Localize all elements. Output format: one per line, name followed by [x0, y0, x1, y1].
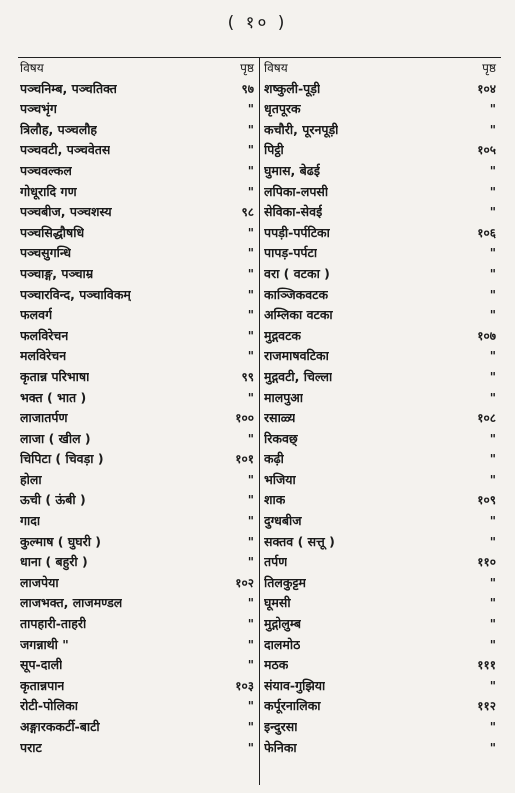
index-entry: [260, 202, 501, 223]
entry-subject: लाजातर्पण: [20, 410, 68, 426]
index-entry: [18, 305, 259, 326]
entry-page-number: ": [247, 740, 254, 755]
entry-page-number: ११२: [477, 699, 496, 714]
entry-page-number: ": [489, 102, 496, 117]
entry-subject: काञ्जिकवटक: [264, 286, 329, 302]
column-header: [260, 58, 501, 79]
entry-page-number: ": [247, 699, 254, 714]
entry-subject: तिलकुट्टम: [264, 574, 307, 590]
entry-subject: पञ्चवल्कल: [20, 162, 72, 178]
entry-page-number: ": [247, 514, 254, 529]
entry-subject: तापहारी-ताहरी: [20, 616, 87, 632]
index-entry: [260, 140, 501, 161]
index-entry: [260, 264, 501, 285]
entry-page-number: ९८: [241, 205, 254, 220]
index-entry: [18, 552, 259, 573]
entry-page-number: ": [489, 575, 496, 590]
index-entry: [260, 388, 501, 409]
index-entry: [18, 696, 259, 717]
entry-subject: घूमसी: [264, 595, 291, 611]
index-entry: [260, 243, 501, 264]
entry-page-number: ": [489, 184, 496, 199]
entry-subject: पपड़ी-पर्पटिका: [264, 224, 330, 240]
entry-page-number: ": [247, 246, 254, 261]
entry-page-number: ": [247, 596, 254, 611]
page-number: ( १० ): [227, 13, 288, 33]
entry-subject: अङ्गारककर्टी-बाटी: [20, 719, 100, 734]
index-entry: [260, 696, 501, 717]
index-entry: [260, 79, 501, 100]
index-entry: [260, 717, 501, 738]
entry-page-number: ": [247, 431, 254, 446]
entry-subject: दुग्धबीज: [264, 513, 302, 529]
index-entry: [18, 511, 259, 532]
entry-subject: घुमास, बेढई: [264, 162, 320, 178]
index-entry: [260, 449, 501, 470]
entry-subject: लाजपेया: [20, 574, 59, 590]
index-table: [18, 57, 501, 785]
index-entry: [18, 593, 259, 614]
index-entry: [18, 140, 259, 161]
entry-page-number: ": [247, 720, 254, 734]
entry-subject: पञ्चसुगन्धि: [20, 245, 72, 261]
entry-subject: कढ़ी: [264, 451, 284, 467]
index-entry: [18, 470, 259, 491]
entry-page-number: ": [247, 534, 254, 549]
entry-page-number: ": [247, 225, 254, 240]
entry-page-number: ११०: [477, 555, 496, 570]
entry-page-number: १०७: [477, 328, 496, 343]
entry-page-number: ": [489, 637, 496, 652]
entry-subject: मुद्गवटी, चिल्ला: [264, 368, 333, 384]
entry-subject: धृतपूरक: [264, 101, 301, 117]
index-entry: [18, 346, 259, 367]
index-entry: [260, 738, 501, 759]
entry-page-number: ": [247, 328, 254, 343]
index-entry: [18, 614, 259, 635]
entry-page-number: ": [247, 122, 254, 137]
header-page: पृष्ठ: [482, 61, 496, 75]
entry-page-number: ": [489, 472, 496, 487]
index-entry: [18, 676, 259, 697]
entry-subject: लाजभक्त, लाजमण्डल: [20, 595, 123, 611]
entry-page-number: ": [489, 163, 496, 178]
entry-subject: पराट: [20, 739, 42, 755]
index-entry: [260, 161, 501, 182]
entry-page-number: ": [247, 472, 254, 487]
index-entry: [18, 429, 259, 450]
entry-subject: पञ्चबीज, पञ्चशस्य: [20, 204, 112, 220]
entry-page-number: ": [489, 369, 496, 384]
entry-page-number: ": [247, 143, 254, 158]
header-subject: विषय: [264, 61, 288, 75]
entry-page-number: १११: [477, 658, 496, 673]
entry-page-number: ": [489, 287, 496, 302]
index-entry: [260, 573, 501, 594]
index-entry: [260, 635, 501, 656]
index-entry: [18, 717, 259, 738]
entry-page-number: ": [489, 122, 496, 137]
entry-page-number: ९९: [241, 369, 254, 384]
index-entry: [260, 326, 501, 347]
entry-subject: मठक: [264, 657, 289, 673]
entry-page-number: ": [247, 184, 254, 199]
index-entry: [260, 614, 501, 635]
entry-subject: रोटी-पोलिका: [20, 698, 78, 714]
index-entry: [260, 305, 501, 326]
entry-subject: मुद्गवटक: [264, 327, 301, 343]
entry-page-number: १०९: [477, 493, 496, 508]
entry-page-number: ": [489, 678, 496, 693]
entry-subject: फलवर्ग: [20, 307, 53, 323]
entry-subject: शाक: [264, 492, 286, 508]
entry-page-number: ": [247, 658, 254, 673]
entry-page-number: ": [247, 349, 254, 364]
column-header: [18, 58, 259, 79]
entry-subject: सक्तव ( सत्तू ): [264, 533, 335, 549]
index-entry: [18, 182, 259, 203]
index-entry: [260, 120, 501, 141]
index-column-right: [260, 58, 501, 785]
entry-subject: रिकवछ्: [264, 430, 298, 446]
entry-page-number: ": [247, 637, 254, 652]
entry-subject: धाना ( बहुरी ): [20, 554, 88, 570]
entry-subject: दालमोठ: [264, 636, 301, 652]
entry-subject: गादा: [20, 513, 41, 529]
entry-page-number: ": [489, 308, 496, 323]
entry-subject: चिपिटा ( चिवड़ा ): [20, 451, 104, 467]
entry-subject: गोधूरादि गण: [20, 183, 77, 199]
header-page: पृष्ठ: [240, 61, 254, 75]
entry-subject: लपिका-लपसी: [264, 183, 329, 199]
entry-page-number: ": [489, 266, 496, 281]
entry-subject: जगन्नाथी ": [20, 636, 69, 652]
entry-page-number: १०६: [477, 225, 496, 240]
index-entry: [260, 182, 501, 203]
index-entry: [260, 676, 501, 697]
entry-subject: फलविरेचन: [20, 327, 69, 343]
index-entry: [260, 367, 501, 388]
entry-subject: कृतान्नपान: [20, 677, 65, 693]
index-entry: [260, 285, 501, 306]
entry-subject: मलविरेचन: [20, 348, 67, 364]
index-column-left: [18, 58, 260, 785]
entry-page-number: ": [247, 308, 254, 323]
index-entry: [18, 79, 259, 100]
entry-subject: पञ्चारविन्द, पञ्चाविकम्: [20, 286, 131, 302]
entry-page-number: ": [247, 163, 254, 178]
index-entry: [18, 635, 259, 656]
entry-subject: पञ्चभृंग: [20, 101, 57, 117]
index-entry: [18, 326, 259, 347]
index-entry: [18, 449, 259, 470]
index-entry: [18, 388, 259, 409]
index-entry: [18, 223, 259, 244]
entry-page-number: ": [247, 287, 254, 302]
index-entry: [260, 552, 501, 573]
index-entry: [18, 408, 259, 429]
index-entry: [18, 738, 259, 759]
entry-subject: मुद्गोलुम्ब: [264, 616, 302, 632]
entry-page-number: ": [489, 390, 496, 405]
entry-page-number: ": [247, 493, 254, 508]
header-subject: विषय: [20, 61, 44, 75]
entry-subject: होला: [20, 471, 42, 487]
entry-subject: भजिया: [264, 471, 296, 487]
entry-subject: पापड़-पर्पटा: [264, 245, 318, 261]
entry-subject: कर्पूरनालिका: [264, 698, 321, 714]
entry-subject: सेविका-सेवई: [264, 204, 323, 220]
entry-subject: वरा ( वटका ): [264, 265, 330, 281]
entry-subject: शष्कुली-पूड़ी: [264, 80, 321, 96]
entry-page-number: ": [489, 205, 496, 220]
entry-subject: अम्लिका वटका: [264, 307, 333, 323]
entry-page-number: १०५: [477, 143, 496, 158]
entry-page-number: ": [489, 431, 496, 446]
entry-subject: पञ्चनिम्ब, पञ्चतिक्त: [20, 80, 117, 96]
index-entry: [260, 593, 501, 614]
entry-subject: राजमाषवटिका: [264, 348, 329, 364]
index-entry: [18, 161, 259, 182]
index-entry: [260, 429, 501, 450]
entry-page-number: ": [247, 266, 254, 281]
entry-page-number: ": [489, 246, 496, 261]
index-entry: [260, 490, 501, 511]
index-entry: [18, 202, 259, 223]
index-entry: [260, 99, 501, 120]
entry-page-number: १०३: [235, 678, 254, 693]
index-entry: [18, 655, 259, 676]
entry-page-number: ": [489, 617, 496, 632]
entry-subject: ऊची ( ऊंबी ): [20, 492, 86, 508]
entry-page-number: ": [247, 617, 254, 632]
entry-subject: पञ्चवटी, पञ्चवेतस: [20, 142, 111, 158]
index-entry: [18, 120, 259, 141]
entry-page-number: ": [489, 596, 496, 611]
entry-subject: मालपुआ: [264, 389, 304, 405]
index-entry: [260, 223, 501, 244]
index-entry: [18, 532, 259, 553]
index-entry: [260, 511, 501, 532]
entry-page-number: ": [489, 452, 496, 467]
entry-page-number: ": [489, 534, 496, 549]
entry-subject: पिट्ठी: [264, 142, 284, 158]
entry-subject: रसाळ्य: [264, 410, 296, 426]
entry-page-number: ": [489, 720, 496, 734]
entry-subject: लाजा ( खील ): [20, 430, 91, 446]
entry-page-number: ": [247, 390, 254, 405]
index-entry: [18, 367, 259, 388]
index-entry: [18, 573, 259, 594]
entry-subject: कचौरी, पूरनपूड़ी: [264, 121, 339, 137]
entry-subject: पञ्चसिद्धौषधि: [20, 224, 85, 240]
index-entry: [260, 655, 501, 676]
entry-page-number: १०२: [235, 575, 254, 590]
entry-page-number: ": [247, 102, 254, 117]
entry-page-number: ": [489, 349, 496, 364]
entry-subject: इन्दुरसा: [264, 719, 298, 734]
entry-page-number: १००: [235, 411, 254, 426]
entry-subject: तर्पण: [264, 554, 288, 570]
entry-page-number: ": [489, 514, 496, 529]
index-entry: [18, 264, 259, 285]
entry-page-number: १०४: [477, 81, 496, 96]
entry-subject: कुल्माष ( घुघरी ): [20, 533, 102, 549]
entry-page-number: ": [489, 740, 496, 755]
entry-subject: फेनिका: [264, 739, 297, 755]
index-entry: [260, 408, 501, 429]
entry-subject: त्रिलौह, पञ्चलौह: [20, 121, 98, 137]
entry-subject: कृतान्न परिभाषा: [20, 368, 90, 384]
entry-page-number: ": [247, 555, 254, 570]
entry-page-number: १०८: [477, 411, 496, 426]
entry-subject: सूप-दाली: [20, 657, 63, 673]
entry-subject: भक्त ( भात ): [20, 389, 87, 405]
entry-page-number: ९७: [241, 81, 254, 96]
index-entry: [18, 285, 259, 306]
entry-page-number: १०१: [235, 452, 254, 467]
index-entry: [260, 470, 501, 491]
index-entry: [18, 99, 259, 120]
index-entry: [18, 243, 259, 264]
index-entry: [260, 346, 501, 367]
entry-subject: पञ्चाङ्ग, पञ्चाम्र: [20, 265, 94, 281]
index-entry: [18, 490, 259, 511]
index-entry: [260, 532, 501, 553]
entry-subject: संयाव-गुझिया: [264, 677, 326, 693]
